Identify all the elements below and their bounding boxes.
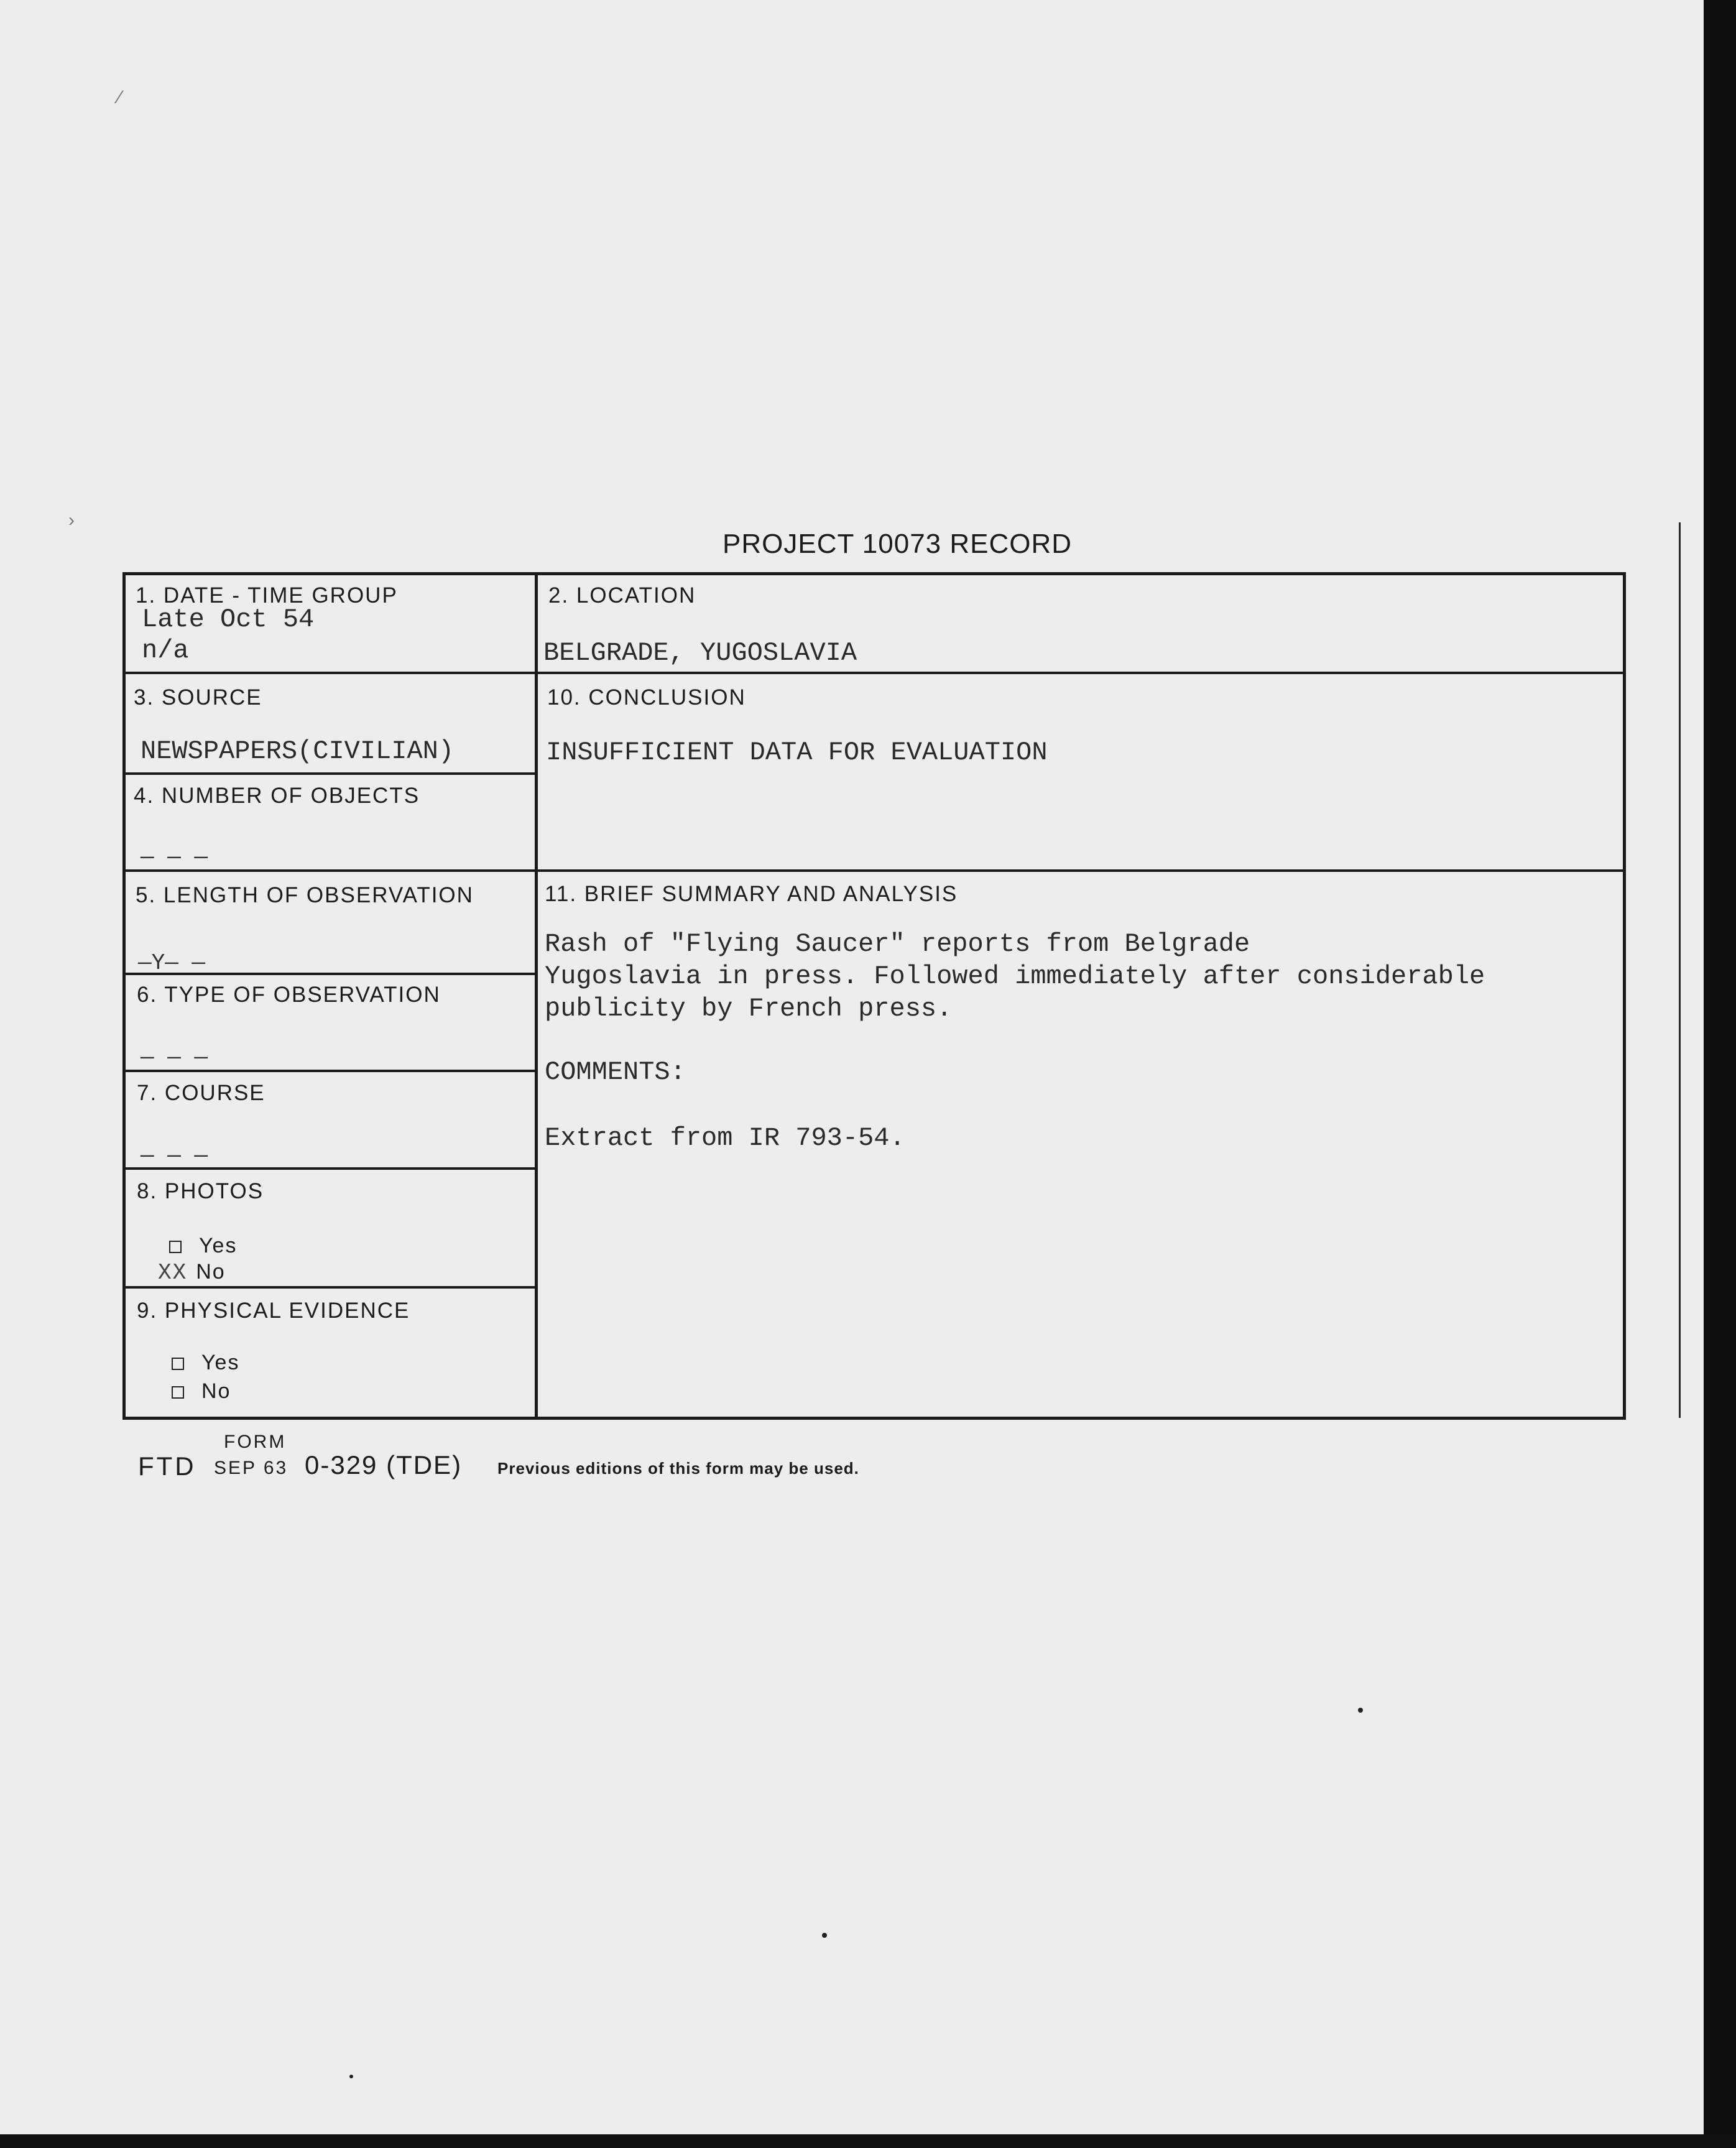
summary-label: 11. BRIEF SUMMARY AND ANALYSIS (545, 882, 958, 906)
length-obs-value: —Y— — (138, 950, 206, 976)
physical-evidence-label: 9. PHYSICAL EVIDENCE (137, 1299, 410, 1323)
form-title: PROJECT 10073 RECORD (723, 529, 1073, 559)
row-divider (124, 1286, 536, 1289)
row-divider (124, 672, 1625, 674)
scan-border-right (1704, 0, 1736, 2148)
course-value: — — — (141, 1143, 208, 1169)
footer-ftd: FTD (138, 1451, 196, 1481)
location-label: 2. LOCATION (548, 583, 696, 608)
checkbox-icon[interactable] (169, 1241, 182, 1253)
column-divider (535, 572, 538, 1420)
footer-note: Previous editions of this form may be used. (497, 1459, 859, 1478)
photos-no-mark: XX (158, 1260, 188, 1285)
checkbox-icon[interactable] (172, 1358, 184, 1370)
footer-form-word: FORM (224, 1432, 287, 1452)
date-time-label: 1. DATE - TIME GROUP (136, 583, 398, 608)
scan-dot (822, 1933, 827, 1938)
scan-speck: ⁄ (118, 87, 122, 108)
summary-line-3: publicity by French press. (545, 994, 953, 1024)
summary-line-2: Yugoslavia in press. Followed immediately after considerable (545, 961, 1485, 991)
type-obs-value: — — — (141, 1045, 208, 1070)
photos-no-option[interactable]: XX No (158, 1260, 226, 1285)
num-objects-value: — — — (141, 845, 208, 870)
physical-yes-option[interactable]: Yes (172, 1351, 239, 1375)
course-label: 7. COURSE (137, 1081, 265, 1105)
scan-dot (349, 2075, 353, 2078)
source-value: NEWSPAPERS(CIVILIAN) (141, 736, 455, 766)
checkbox-icon[interactable] (172, 1386, 184, 1399)
length-obs-label: 5. LENGTH OF OBSERVATION (136, 883, 474, 907)
comments-label: COMMENTS: (545, 1057, 686, 1087)
source-label: 3. SOURCE (134, 685, 262, 710)
date-time-value-2: n/a (142, 636, 189, 665)
footer-form-number: 0-329 (TDE) (305, 1450, 463, 1479)
photos-yes-option[interactable]: Yes (169, 1234, 237, 1258)
row-divider (124, 869, 1625, 872)
num-objects-label: 4. NUMBER OF OBJECTS (134, 784, 420, 808)
date-time-value: Late Oct 54 (142, 604, 315, 634)
photos-label: 8. PHOTOS (137, 1179, 264, 1203)
conclusion-value: INSUFFICIENT DATA FOR EVALUATION (546, 738, 1048, 767)
footer-date: SEP 63 (214, 1458, 289, 1478)
summary-line-1: Rash of "Flying Saucer" reports from Belgrade (545, 929, 1250, 959)
comments-value: Extract from IR 793-54. (545, 1123, 905, 1153)
conclusion-label: 10. CONCLUSION (547, 685, 746, 710)
scan-border-bottom (0, 2134, 1736, 2148)
physical-no-option[interactable]: No (172, 1379, 231, 1404)
scan-dot (1358, 1708, 1363, 1713)
scan-edge-line (1679, 522, 1681, 1418)
location-value: BELGRADE, YUGOSLAVIA (543, 638, 857, 668)
scan-speck: › (68, 510, 75, 530)
type-obs-label: 6. TYPE OF OBSERVATION (137, 983, 441, 1007)
row-divider (124, 772, 536, 775)
